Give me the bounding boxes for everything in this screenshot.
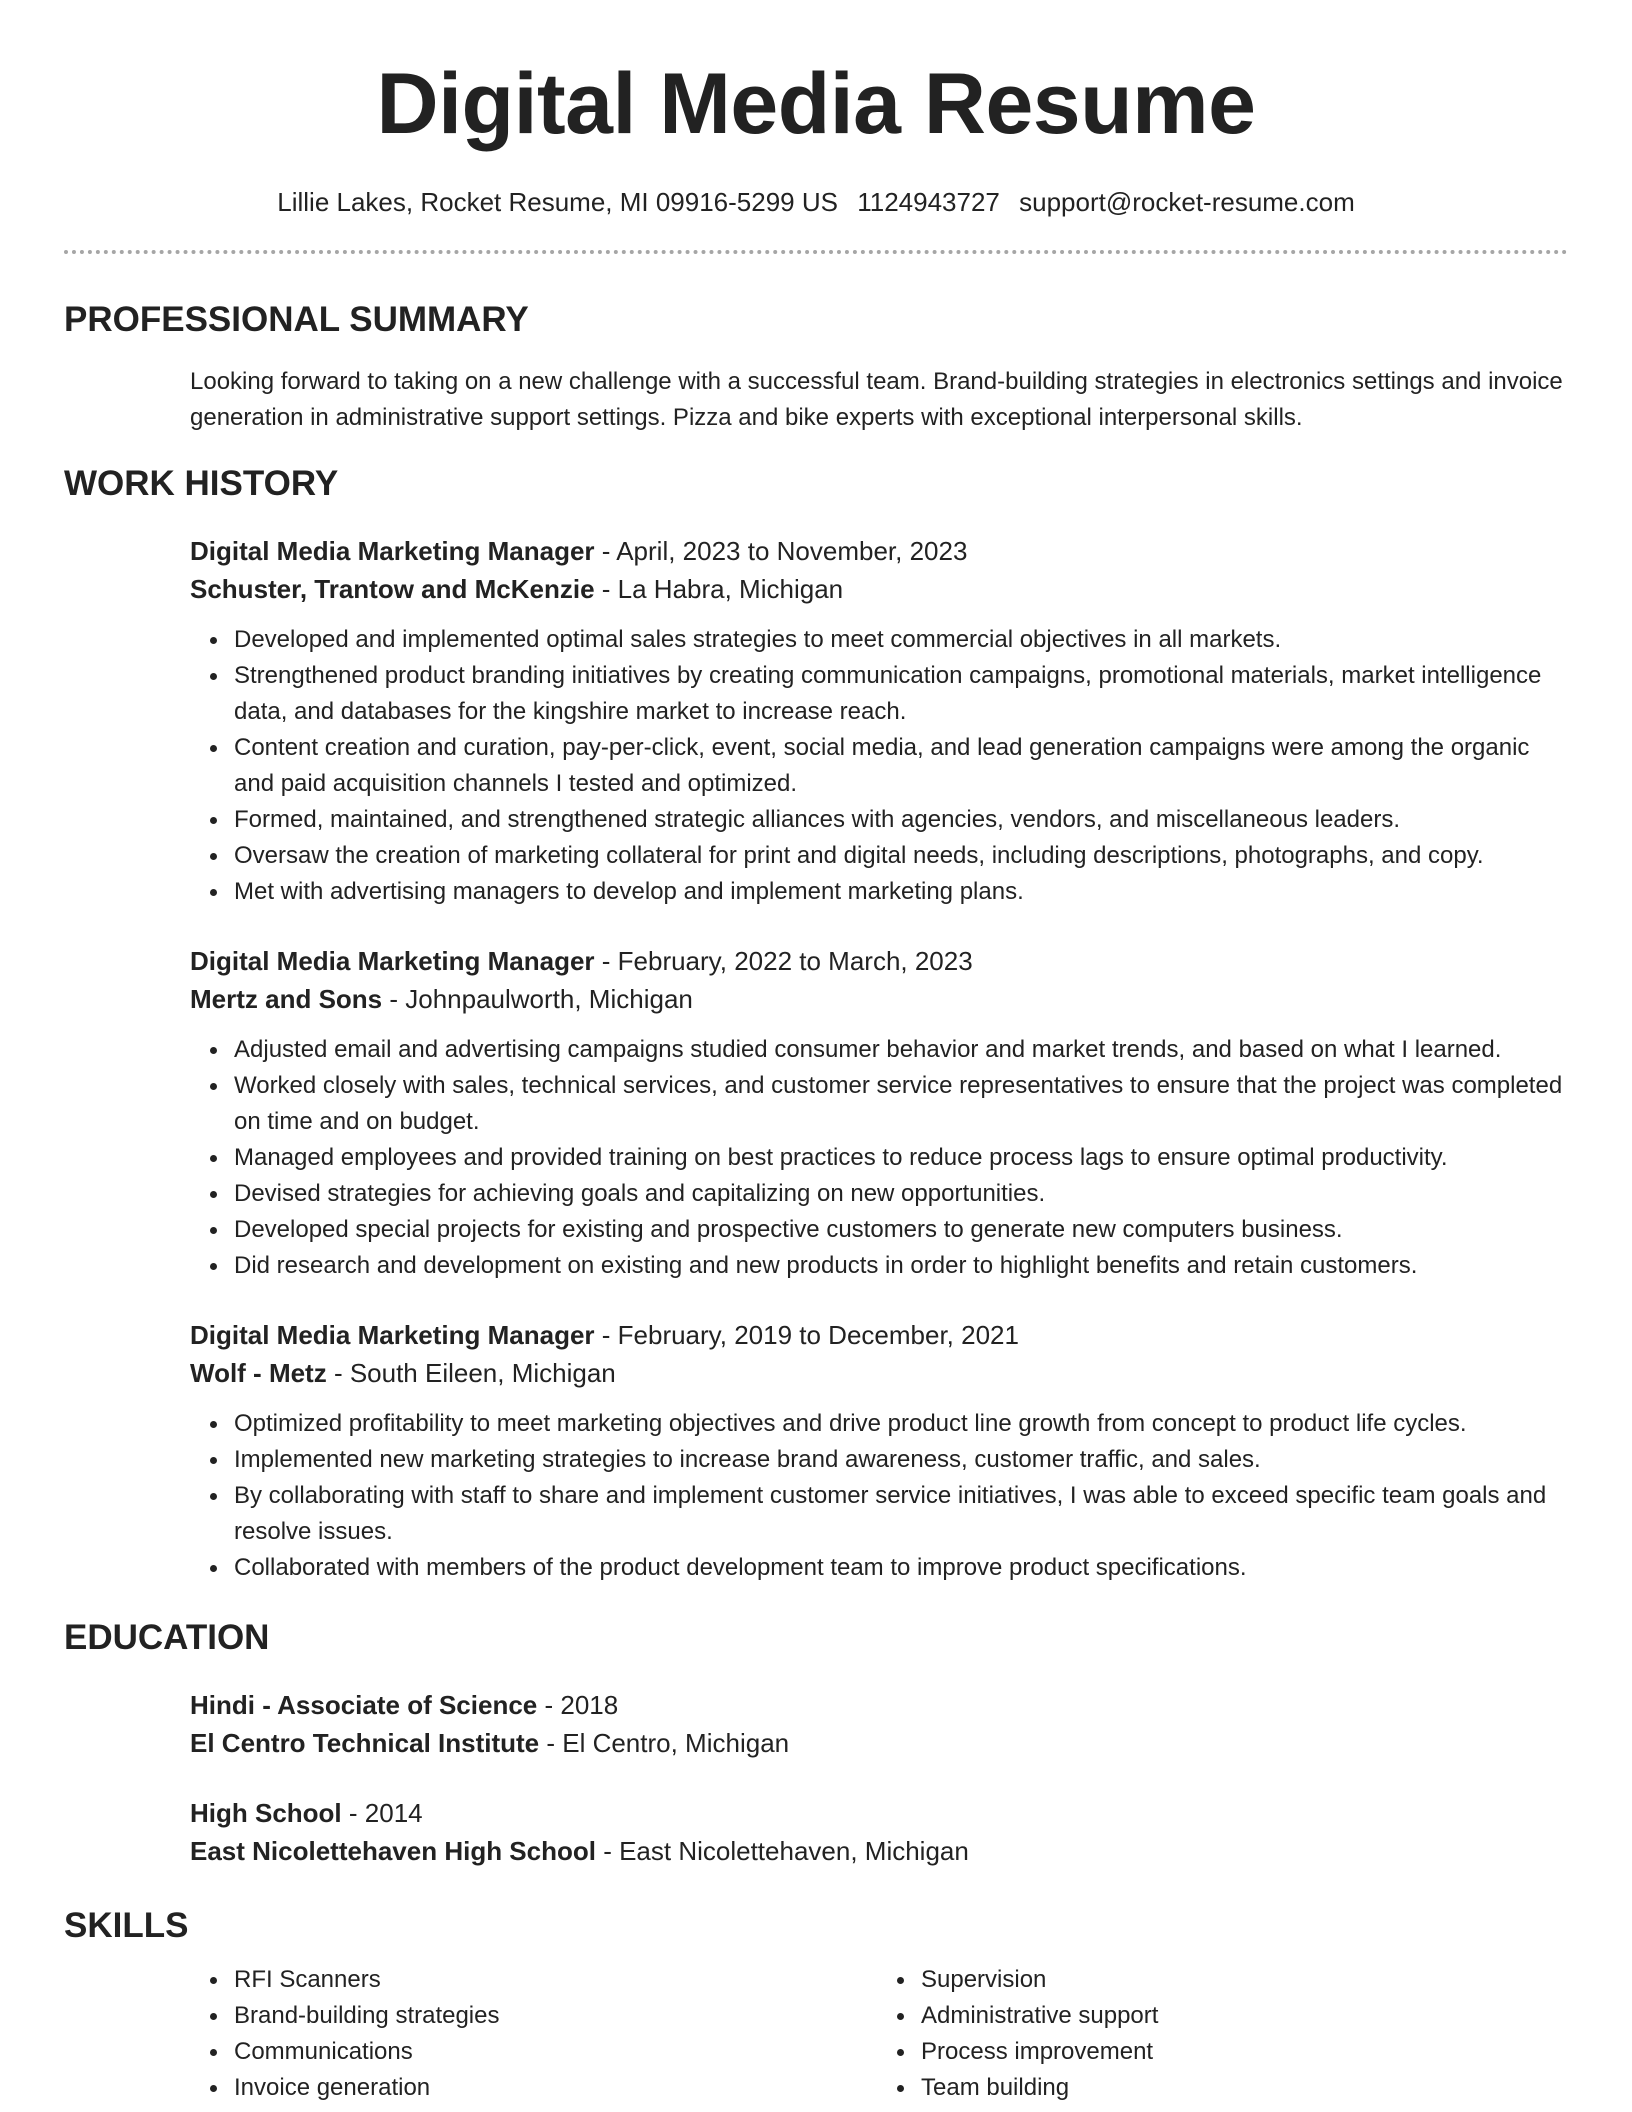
job-bullet: Adjusted email and advertising campaigns studied consumer behavior and market trends, and based on what I learned. (234, 1032, 1568, 1068)
education-entry (64, 1794, 1568, 1870)
education-school: El Centro Technical Institute (190, 1728, 540, 1758)
job-bullets (64, 1406, 1568, 1586)
education-school-line (64, 1832, 1568, 1870)
education-degree-line (64, 1686, 1568, 1724)
skill-item: Brand-building strategies (234, 1998, 881, 2034)
job-entry (64, 942, 1568, 1284)
job-bullet: By collaborating with staff to share and implement customer service initiatives, I was able to exceed specific team goals and resolve issues. (234, 1478, 1568, 1550)
education-section (64, 1616, 1568, 1870)
job-bullet: Did research and development on existing and new products in order to highlight benefits and retain customers. (234, 1248, 1568, 1284)
job-location: - South Eileen, Michigan (326, 1358, 616, 1388)
skill-item: Process improvement (921, 2034, 1568, 2070)
summary-text: Looking forward to taking on a new challenge with a successful team. Brand-building strategies in electronics settings and invoice generation in administrative support settings. Pizza and bike experts with exceptional interpersonal skills. (190, 368, 1563, 431)
skill-item: RFI Scanners (234, 1962, 881, 1998)
skills-list-left (64, 1962, 881, 2106)
education-degree: High School (190, 1798, 342, 1828)
work-history-section (64, 462, 1568, 1586)
job-entry (64, 1316, 1568, 1586)
education-location: - El Centro, Michigan (539, 1728, 790, 1758)
skill-item: Supervision (921, 1962, 1568, 1998)
job-dates: - April, 2023 to November, 2023 (594, 536, 968, 566)
job-bullets (64, 622, 1568, 910)
job-bullet: Oversaw the creation of marketing collateral for print and digital needs, including descriptions, photographs, and copy. (234, 838, 1568, 874)
section-heading-skills: SKILLS (64, 1906, 189, 1945)
job-title-line (64, 532, 1568, 570)
education-school-line (64, 1724, 1568, 1762)
skills-section (64, 1904, 1568, 2106)
education-year: - 2014 (341, 1798, 423, 1828)
job-title: Digital Media Marketing Manager (190, 536, 595, 566)
job-company-line (64, 980, 1568, 1018)
contact-email: support@rocket-resume.com (1019, 187, 1355, 217)
resume-title: Digital Media Resume (376, 56, 1256, 152)
job-bullet: Content creation and curation, pay-per-click, event, social media, and lead generation campaigns were among the organic and paid acquisition channels I tested and optimized. (234, 730, 1568, 802)
skill-item: Administrative support (921, 1998, 1568, 2034)
job-bullet: Strengthened product branding initiatives by creating communication campaigns, promotional materials, market intelligence data, and databases for the kingshire market to increase reach. (234, 658, 1568, 730)
job-bullet: Met with advertising managers to develop and implement marketing plans. (234, 874, 1568, 910)
job-bullet: Collaborated with members of the product development team to improve product specifications. (234, 1550, 1568, 1586)
job-entry (64, 532, 1568, 910)
job-location: - La Habra, Michigan (594, 574, 844, 604)
job-company: Schuster, Trantow and McKenzie (190, 574, 595, 604)
contact-info (64, 184, 1568, 220)
job-company: Wolf - Metz (190, 1358, 327, 1388)
education-school: East Nicolettehaven High School (190, 1836, 596, 1866)
job-dates: - February, 2022 to March, 2023 (594, 946, 973, 976)
job-bullet: Optimized profitability to meet marketing objectives and drive product line growth from concept to product life cycles. (234, 1406, 1568, 1442)
section-heading-education: EDUCATION (64, 1618, 270, 1657)
job-bullets (64, 1032, 1568, 1284)
summary-section (64, 298, 1568, 436)
contact-phone: 1124943727 (857, 187, 1000, 217)
job-title: Digital Media Marketing Manager (190, 946, 595, 976)
section-heading-work: WORK HISTORY (64, 464, 339, 503)
education-degree-line (64, 1794, 1568, 1832)
skills-columns (64, 1962, 1568, 2106)
header-divider (64, 250, 1568, 254)
job-title-line (64, 1316, 1568, 1354)
job-bullet: Formed, maintained, and strengthened strategic alliances with agencies, vendors, and miscellaneous leaders. (234, 802, 1568, 838)
job-title-line (64, 942, 1568, 980)
job-title: Digital Media Marketing Manager (190, 1320, 595, 1350)
job-bullet: Developed and implemented optimal sales strategies to meet commercial objectives in all markets. (234, 622, 1568, 658)
contact-address: Lillie Lakes, Rocket Resume, MI 09916-5299 US (277, 187, 838, 217)
job-company-line (64, 1354, 1568, 1392)
education-year: - 2018 (537, 1690, 619, 1720)
job-location: - Johnpaulworth, Michigan (382, 984, 693, 1014)
job-bullet: Managed employees and provided training on best practices to reduce process lags to ensure optimal productivity. (234, 1140, 1568, 1176)
education-location: - East Nicolettehaven, Michigan (595, 1836, 969, 1866)
education-entry (64, 1686, 1568, 1762)
skills-list-right (881, 1962, 1568, 2106)
job-bullet: Implemented new marketing strategies to increase brand awareness, customer traffic, and sales. (234, 1442, 1568, 1478)
job-dates: - February, 2019 to December, 2021 (594, 1320, 1019, 1350)
skill-item: Communications (234, 2034, 881, 2070)
section-heading-summary: PROFESSIONAL SUMMARY (64, 300, 529, 339)
job-bullet: Developed special projects for existing and prospective customers to generate new computers business. (234, 1212, 1568, 1248)
job-bullet: Devised strategies for achieving goals and capitalizing on new opportunities. (234, 1176, 1568, 1212)
job-company-line (64, 570, 1568, 608)
skill-item: Invoice generation (234, 2070, 881, 2106)
education-degree: Hindi - Associate of Science (190, 1690, 538, 1720)
job-company: Mertz and Sons (190, 984, 383, 1014)
job-bullet: Worked closely with sales, technical services, and customer service representatives to ensure that the project was completed on time and on budget. (234, 1068, 1568, 1140)
skill-item: Team building (921, 2070, 1568, 2106)
